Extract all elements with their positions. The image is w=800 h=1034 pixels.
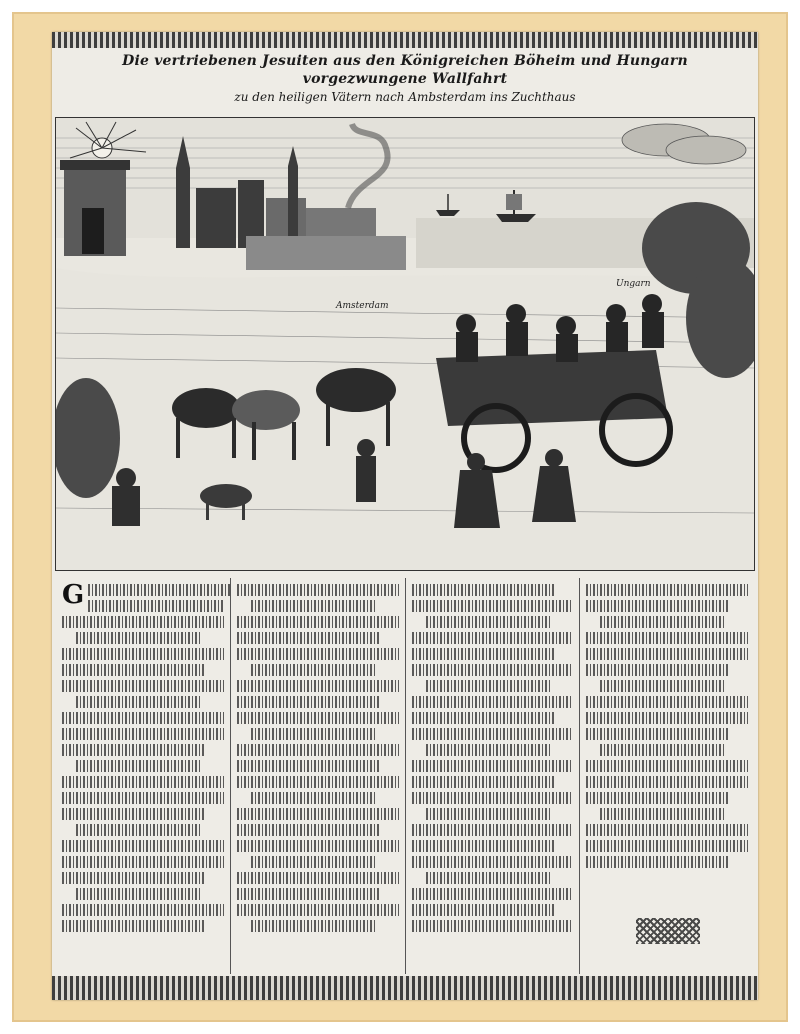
- decorative-border-bottom: [52, 976, 758, 1000]
- verse-column-3: [406, 578, 581, 974]
- verse-column-2: [231, 578, 406, 974]
- engraving-illustration: [56, 118, 754, 570]
- verse-column-1: [56, 578, 231, 974]
- figure-label-left: Amsterdam: [336, 301, 389, 311]
- decorative-border-top: [52, 32, 758, 48]
- closing-ornament: [636, 918, 700, 944]
- broadsheet-page: [52, 32, 758, 1000]
- drop-cap: G: [62, 580, 85, 610]
- gatehouse: [60, 160, 130, 256]
- title-line-2: zu den heiligen Vätern nach Ambsterdam ins Zuchthaus: [234, 90, 576, 104]
- verse-columns: [56, 578, 754, 974]
- title-line-1: Die vertriebenen Jesuiten aus den Königreichen Böheim und Hungarn vorgezwungene Wallfahrt: [122, 53, 688, 87]
- figure-label-right: Ungarn: [616, 279, 651, 289]
- engraving-svg: [56, 118, 754, 570]
- broadsheet-title: [60, 52, 750, 116]
- verse-column-4: [580, 578, 754, 974]
